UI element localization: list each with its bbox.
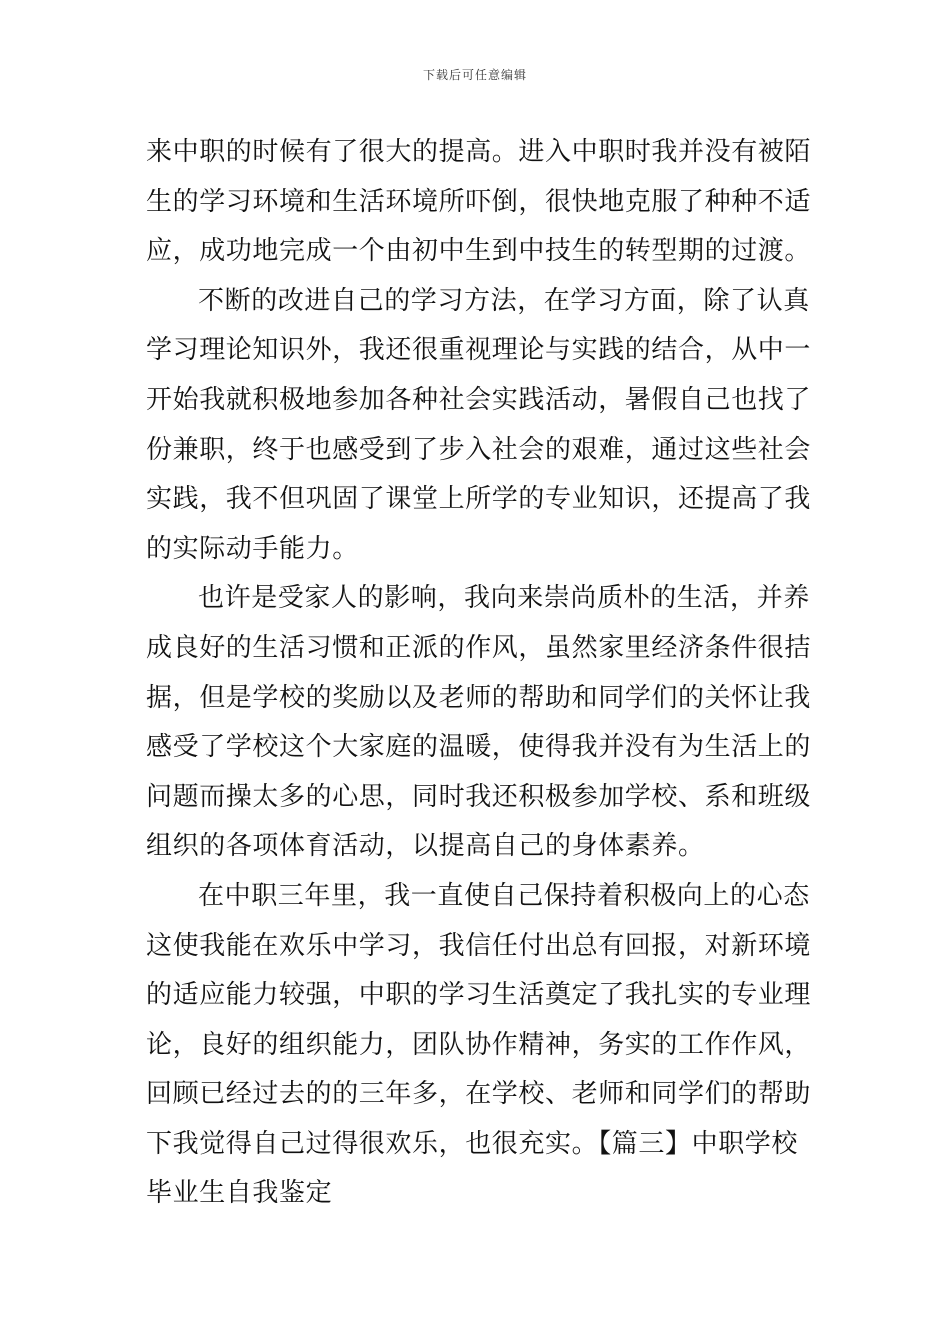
text-line: 学习理论知识外，我还很重视理论与实践的结合，从中一: [146, 335, 812, 366]
text-line: 回顾已经过去的的三年多，在学校、老师和同学们的帮助: [146, 1079, 812, 1110]
text-line: 来中职的时候有了很大的提高。进入中职时我并没有被陌: [146, 137, 812, 167]
text-line: 成良好的生活习惯和正派的作风，虽然家里经济条件很拮: [146, 632, 812, 663]
page-header: 下载后可任意编辑: [422, 68, 527, 82]
text-line: 论，良好的组织能力，团队协作精神，务实的工作作风，: [146, 1029, 812, 1060]
text-line: 据，但是学校的奖励以及老师的帮助和同学们的关怀让我: [146, 682, 812, 713]
text-line: 下我觉得自己过得很欢乐，也很充实。【篇三】中职学校: [146, 1128, 799, 1159]
text-line: 份兼职，终于也感受到了步入社会的艰难，通过这些社会: [146, 434, 812, 465]
text-line: 组织的各项体育活动，以提高自己的身体素养。: [146, 831, 705, 862]
text-line: 的适应能力较强，中职的学习生活奠定了我扎实的专业理: [146, 980, 812, 1011]
text-line: 开始我就积极地参加各种社会实践活动，暑假自己也找了: [146, 384, 812, 415]
text-line: 感受了学校这个大家庭的温暖，使得我并没有为生活上的: [146, 732, 812, 763]
paragraph-first-line: 也许是受家人的影响，我向来崇尚质朴的生活，并养: [198, 583, 810, 614]
text-line: 应，成功地完成一个由初中生到中技生的转型期的过渡。: [146, 236, 812, 267]
paragraph-first-line: 不断的改进自己的学习方法，在学习方面，除了认真: [198, 285, 810, 316]
text-line: 的实际动手能力。: [146, 533, 359, 564]
paragraph-first-line: 在中职三年里，我一直使自己保持着积极向上的心态: [198, 880, 810, 911]
text-line: 毕业生自我鉴定: [146, 1178, 333, 1209]
text-line: 问题而操太多的心思，同时我还积极参加学校、系和班级: [146, 781, 812, 812]
text-line: 实践，我不但巩固了课堂上所学的专业知识，还提高了我: [146, 484, 812, 515]
text-line: 这使我能在欢乐中学习，我信任付出总有回报，对新环境: [146, 930, 812, 961]
text-line: 生的学习环境和生活环境所吓倒，很快地克服了种种不适: [146, 186, 812, 217]
document-body: [146, 128, 810, 1219]
